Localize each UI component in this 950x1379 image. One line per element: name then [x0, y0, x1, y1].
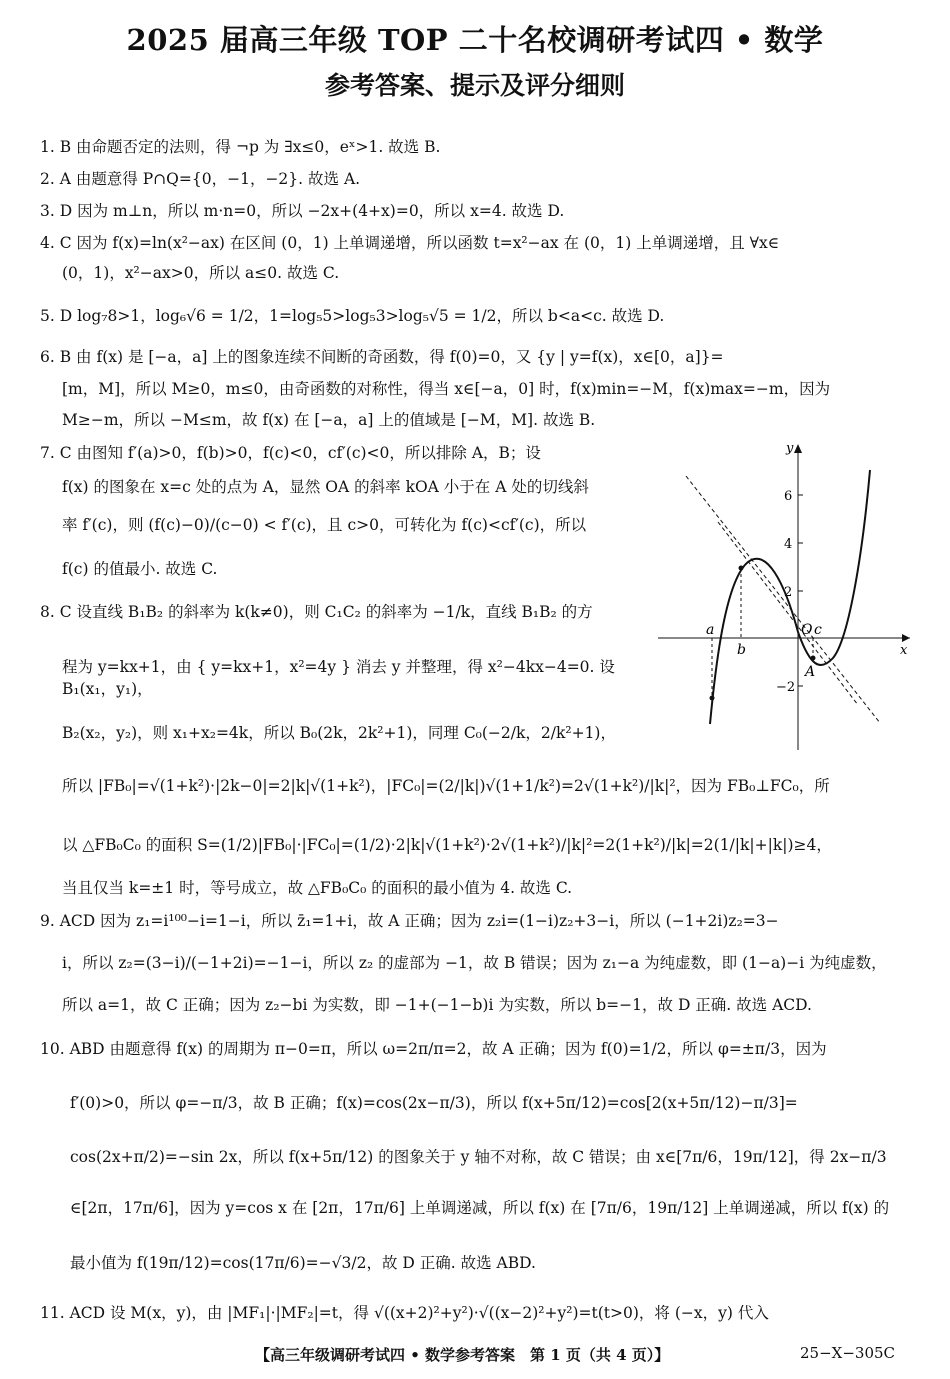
- answer-10-line-4: ∈[2π，17π/6]，因为 y=cos x 在 [2π，17π/6] 上单调递减，所以 f(x) 在 [7π/6，19π/12] 上单调递减，所以 f(x) 的: [70, 1199, 890, 1217]
- point-a-label: a: [706, 622, 715, 638]
- answer-10-line-3: cos(2x+π/2)=−sin 2x，所以 f(x+5π/12) 的图象关于 y 轴不对称，故 C 错误；由 x∈[7π/6，19π/12]，得 2x−π/3: [70, 1148, 887, 1166]
- point-A-label: A: [805, 664, 816, 680]
- y-tick-label: −2: [776, 680, 796, 695]
- point-marker: [739, 566, 744, 571]
- y-tick-label: 4: [784, 537, 793, 552]
- answer-8-line-5: 以 △FB₀C₀ 的面积 S=(1/2)|FB₀|·|FC₀|=(1/2)·2|k|√(1+k²)·2√(1+k²)/|k|²=2(1+k²)/|k|=2(1/|k|+|k|)≥4，: [62, 836, 832, 854]
- page-subtitle: 参考答案、提示及评分细则: [324, 71, 625, 100]
- answer-7-line-1: 7. C 由图知 f′(a)>0，f(b)>0，f(c)<0，cf′(c)<0，所以排除 A，B；设: [40, 444, 541, 462]
- point-c-label: c: [814, 622, 822, 638]
- y-tick-label: 2: [784, 585, 793, 600]
- answer-9-line-1: 9. ACD 因为 z₁=i¹⁰⁰−i=1−i，所以 z̄₁=1+i，故 A 正确；因为 z₂i=(1−i)z₂+3−i，所以 (−1+2i)z₂=3−: [40, 912, 779, 930]
- answer-7-line-2: f(x) 的图象在 x=c 处的点为 A，显然 OA 的斜率 kOA 小于在 A 处的切线斜: [62, 478, 589, 496]
- function-graph: [658, 440, 911, 753]
- point-b-label: b: [737, 642, 746, 658]
- x-axis-arrow: [902, 634, 910, 642]
- answer-4-line-2: (0，1)，x²−ax>0，所以 a≤0. 故选 C.: [62, 264, 340, 282]
- answer-11-line-1: 11. ACD 设 M(x，y)，由 |MF₁|·|MF₂|=t，得 √((x+2)²+y²)·√((x−2)²+y²)=t(t>0)，将 (−x，y) 代入: [40, 1304, 769, 1322]
- answer-6-line-2: [m，M]，所以 M≥0，m≤0，由奇函数的对称性，得当 x∈[−a，0] 时，f(x)min=−M，f(x)max=−m，因为: [62, 380, 831, 398]
- answer-8-line-1: 8. C 设直线 B₁B₂ 的斜率为 k(k≠0)，则 C₁C₂ 的斜率为 −1/k，直线 B₁B₂ 的方: [40, 603, 593, 621]
- footer-page-info: 【高三年级调研考试四 • 数学参考答案 第 1 页（共 4 页）】: [255, 1346, 670, 1364]
- answer-8-line-2: 程为 y=kx+1，由 { y=kx+1，x²=4y } 消去 y 并整理，得 x²−4kx−4=0. 设 B₁(x₁，y₁)，: [62, 658, 615, 698]
- x-axis-label: x: [900, 643, 908, 658]
- answer-10-line-1: 10. ABD 由题意得 f(x) 的周期为 π−0=π，所以 ω=2π/π=2，故 A 正确；因为 f(0)=1/2，所以 φ=±π/3，因为: [40, 1040, 827, 1058]
- y-axis-arrow: [794, 444, 802, 453]
- answer-7-line-3: 率 f′(c)，则 (f(c)−0)/(c−0) < f′(c)，且 c>0，可转化为 f(c)<cf′(c)，所以: [62, 516, 587, 534]
- page-title: 2025 届高三年级 TOP 二十名校调研考试四 • 数学: [126, 23, 824, 57]
- answer-8-line-3: B₂(x₂，y₂)，则 x₁+x₂=4k，所以 B₀(2k，2k²+1)，同理 C₀(−2/k，2/k²+1)，: [62, 724, 616, 742]
- answer-8-line-4: 所以 |FB₀|=√(1+k²)·|2k−0|=2|k|√(1+k²)，|FC₀|=(2/|k|)√(1+1/k²)=2√(1+k²)/|k|²，因为 FB₀⊥FC₀，所: [62, 777, 830, 795]
- answer-10-line-5: 最小值为 f(19π/12)=cos(17π/6)=−√3/2，故 D 正确. 故选 ABD.: [70, 1254, 536, 1272]
- answer-2: 2. A 由题意得 P∩Q={0，−1，−2}. 故选 A.: [40, 170, 361, 188]
- y-axis-label: y: [786, 441, 794, 456]
- answer-8-line-6: 当且仅当 k=±1 时，等号成立，故 △FB₀C₀ 的面积的最小值为 4. 故选 C.: [62, 879, 573, 897]
- answer-1: 1. B 由命题否定的法则，得 ¬p 为 ∃x≤0，eˣ>1. 故选 B.: [40, 138, 441, 156]
- answer-5: 5. D log₇8>1，log₆√6 = 1/2，1=log₅5>log₅3>log₅√5 = 1/2，所以 b<a<c. 故选 D.: [40, 307, 665, 325]
- answer-9-line-3: 所以 a=1，故 C 正确；因为 z₂−bi 为实数，即 −1+(−1−b)i 为实数，所以 b=−1，故 D 正确. 故选 ACD.: [62, 996, 812, 1014]
- point-o-label: O: [801, 622, 813, 638]
- answer-7-line-4: f(c) 的值最小. 故选 C.: [62, 560, 218, 578]
- y-tick-label: 6: [784, 489, 793, 504]
- answer-4-line-1: 4. C 因为 f(x)=ln(x²−ax) 在区间 (0，1) 上单调递增，所以函数 t=x²−ax 在 (0，1) 上单调递增，且 ∀x∈: [40, 234, 780, 252]
- footer-code: 25−X−305C: [800, 1344, 896, 1362]
- answer-10-line-2: f′(0)>0，所以 φ=−π/3，故 B 正确；f(x)=cos(2x−π/3)，所以 f(x+5π/12)=cos[2(x+5π/12)−π/3]=: [70, 1094, 798, 1112]
- point-marker: [710, 696, 715, 701]
- answer-6-line-3: M≥−m，所以 −M≤m，故 f(x) 在 [−a，a] 上的值域是 [−M，M]. 故选 B.: [62, 411, 596, 429]
- answer-3: 3. D 因为 m⊥n，所以 m·n=0，所以 −2x+(4+x)=0，所以 x=4. 故选 D.: [40, 202, 565, 220]
- answer-6-line-1: 6. B 由 f(x) 是 [−a，a] 上的图象连续不间断的奇函数，得 f(0)=0，又 {y | y=f(x)，x∈[0，a]}=: [40, 348, 724, 366]
- answer-9-line-2: i，所以 z₂=(3−i)/(−1+2i)=−1−i，所以 z₂ 的虚部为 −1，故 B 错误；因为 z₁−a 为纯虚数，即 (1−a)−i 为纯虚数，: [62, 954, 887, 972]
- point-marker: [811, 656, 816, 661]
